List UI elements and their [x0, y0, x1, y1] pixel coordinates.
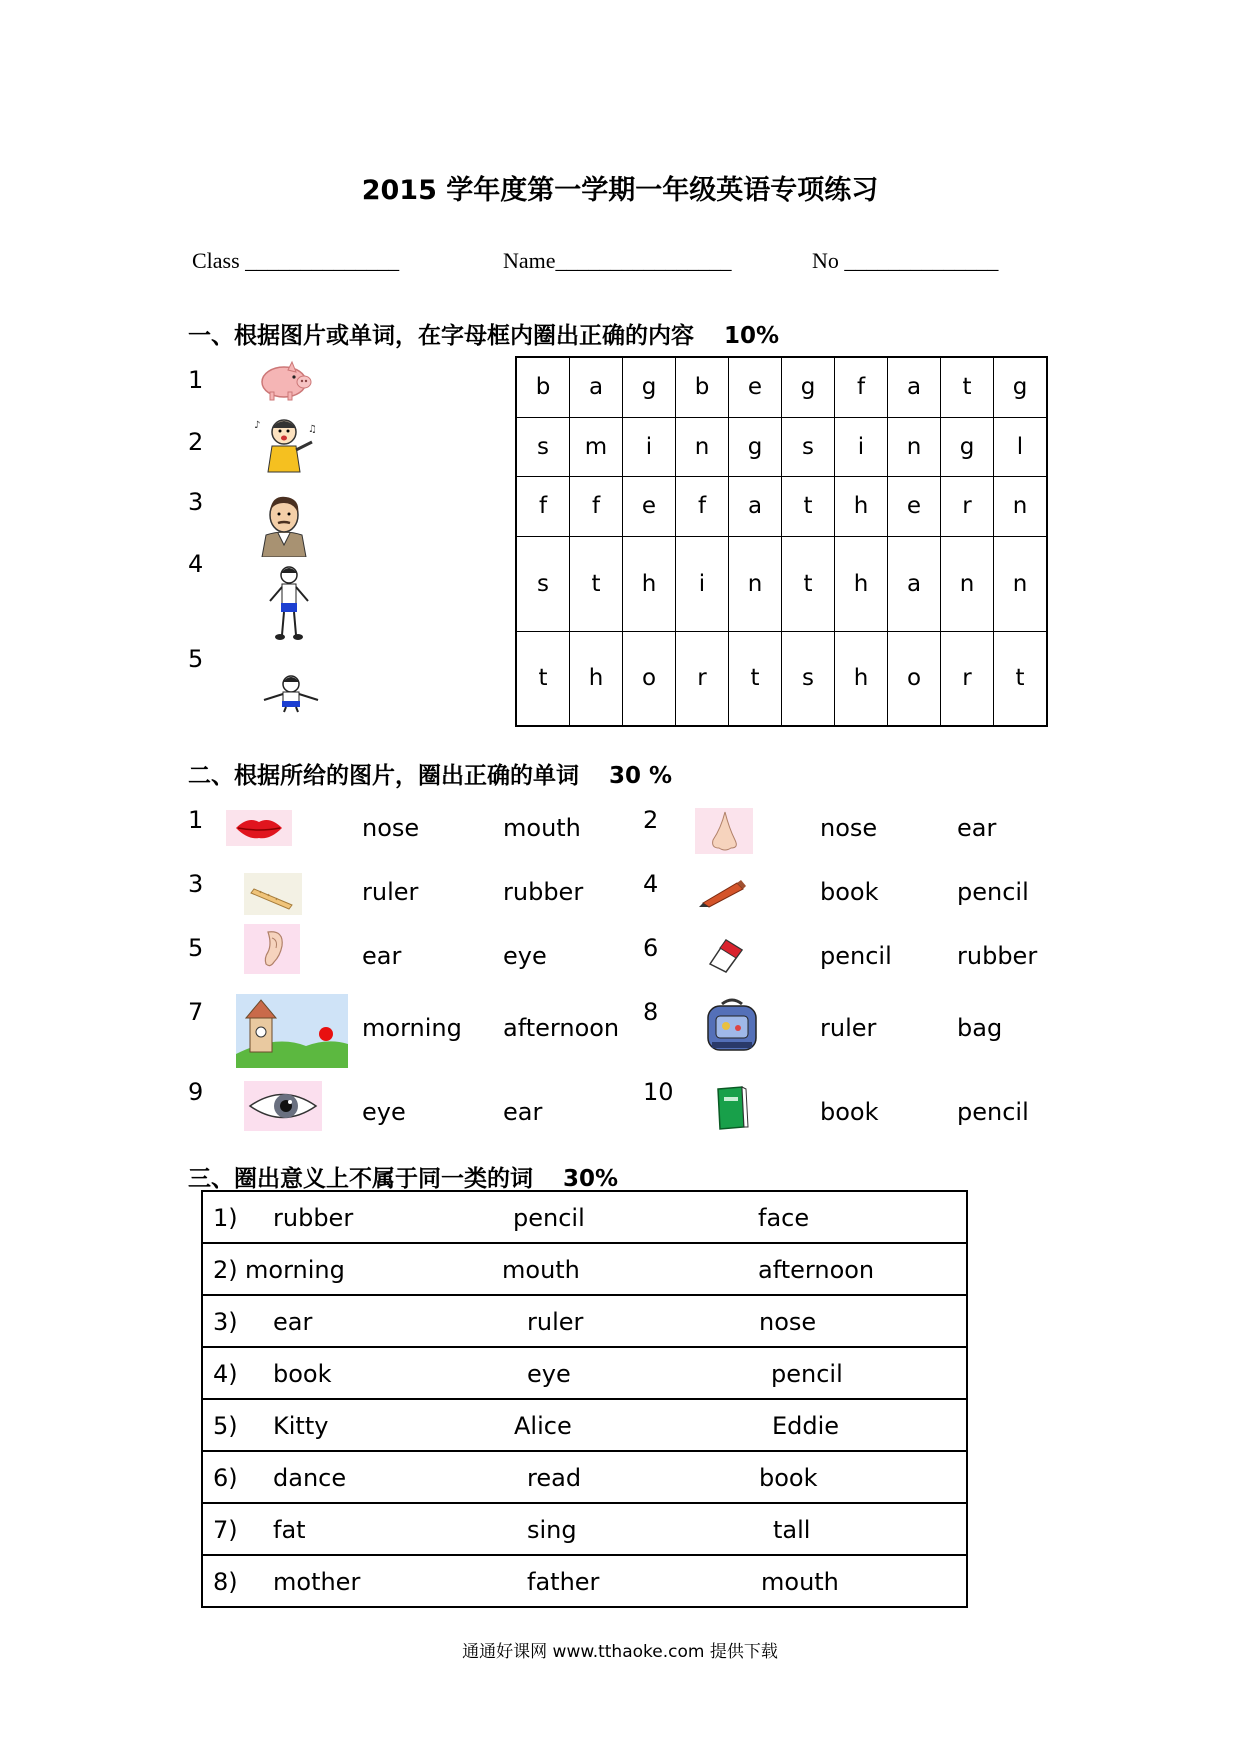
sec2-number: 6	[643, 934, 659, 962]
grid-cell[interactable]: h	[835, 631, 888, 726]
section2-title: 二、根据所给的图片，圈出正确的单词	[188, 763, 579, 789]
page-title: 2015 学年度第一学期一年级英语专项练习	[361, 175, 879, 206]
choice-word[interactable]: Eddie	[772, 1412, 840, 1440]
choice-word[interactable]: face	[758, 1204, 810, 1232]
choice-word[interactable]: read	[527, 1464, 582, 1492]
table-row	[203, 1296, 966, 1348]
choice-word[interactable]: ear	[957, 814, 997, 842]
choice-word[interactable]: ruler	[527, 1308, 584, 1336]
sec2-number: 4	[643, 870, 659, 898]
section3-percent: 30%	[563, 1166, 619, 1192]
section2-heading	[188, 757, 672, 790]
short-boy-icon	[258, 674, 324, 714]
choice-word[interactable]: rubber	[957, 942, 1038, 970]
sec1-number: 5	[188, 645, 204, 673]
ruler-icon	[244, 873, 302, 915]
man-father-icon	[258, 493, 310, 557]
grid-cell[interactable]: a	[570, 357, 623, 417]
choice-word[interactable]: father	[527, 1568, 600, 1596]
sec2-number: 1	[188, 806, 204, 834]
grid-cell[interactable]: f	[516, 476, 570, 536]
number-field-label: No ______________	[812, 248, 999, 273]
grid-cell[interactable]: n	[676, 417, 729, 476]
choice-word[interactable]: afternoon	[503, 1014, 620, 1042]
grid-cell[interactable]: t	[729, 631, 782, 726]
choice-word[interactable]: ruler	[820, 1014, 877, 1042]
sec2-number: 8	[643, 998, 659, 1026]
footer-credit: 通通好课网 www.tthaoke.com 提供下载	[462, 1642, 778, 1662]
grid-cell[interactable]: t	[782, 536, 835, 631]
grid-cell[interactable]: r	[941, 476, 994, 536]
table-row	[203, 1192, 966, 1244]
section1-percent: 10%	[724, 323, 780, 349]
choice-word[interactable]: mouth	[761, 1568, 839, 1596]
section3-title: 三、圈出意义上不属于同一类的词	[188, 1166, 533, 1192]
grid-cell[interactable]: n	[994, 536, 1048, 631]
rubber-eraser-icon	[706, 932, 746, 974]
choice-word[interactable]: afternoon	[758, 1256, 875, 1284]
tall-boy-icon	[266, 565, 312, 641]
pencil-icon	[697, 875, 749, 909]
name-field-label: Name________________	[503, 248, 732, 273]
choice-word[interactable]: eye	[362, 1098, 406, 1126]
section1-title: 一、根据图片或单词，在字母框内圈出正确的内容	[188, 323, 694, 349]
grid-cell[interactable]: s	[782, 417, 835, 476]
grid-cell[interactable]: t	[994, 631, 1048, 726]
grid-cell[interactable]: a	[729, 476, 782, 536]
grid-cell[interactable]: e	[888, 476, 941, 536]
mouth-lips-icon	[226, 810, 292, 846]
sec2-number: 10	[643, 1078, 674, 1106]
sec2-number: 2	[643, 806, 659, 834]
grid-cell[interactable]: i	[676, 536, 729, 631]
choice-word[interactable]: Kitty	[273, 1412, 329, 1440]
sec2-number: 7	[188, 998, 204, 1026]
grid-cell[interactable]: g	[941, 417, 994, 476]
choice-word[interactable]: pencil	[820, 942, 892, 970]
grid-row	[516, 536, 1047, 631]
choice-word[interactable]: rubber	[273, 1204, 354, 1232]
grid-cell[interactable]: t	[516, 631, 570, 726]
grid-cell[interactable]: f	[676, 476, 729, 536]
grid-cell[interactable]: h	[623, 536, 676, 631]
grid-cell[interactable]: e	[729, 357, 782, 417]
sec2-number: 5	[188, 934, 204, 962]
table-row	[203, 1504, 966, 1556]
row-number: 6)	[213, 1464, 238, 1492]
choice-word[interactable]: book	[820, 878, 879, 906]
row-number: 5)	[213, 1412, 238, 1440]
grid-cell[interactable]: o	[623, 631, 676, 726]
sec1-number: 4	[188, 550, 204, 578]
choice-word[interactable]: tall	[773, 1516, 811, 1544]
choice-word[interactable]: book	[820, 1098, 879, 1126]
choice-word[interactable]: rubber	[503, 878, 584, 906]
eye-icon	[244, 1081, 322, 1131]
class-field-label: Class ______________	[192, 248, 400, 273]
choice-word[interactable]: nose	[820, 814, 878, 842]
choice-word[interactable]: Alice	[514, 1412, 572, 1440]
choice-word[interactable]: ear	[503, 1098, 543, 1126]
choice-word[interactable]: nose	[362, 814, 420, 842]
grid-cell[interactable]: a	[888, 536, 941, 631]
sec2-number: 3	[188, 870, 204, 898]
choice-word[interactable]: mouth	[503, 814, 581, 842]
grid-cell[interactable]: g	[623, 357, 676, 417]
table-row	[203, 1348, 966, 1400]
row-number: 2)	[213, 1256, 238, 1284]
grid-cell[interactable]: a	[888, 357, 941, 417]
choice-word[interactable]: pencil	[957, 878, 1029, 906]
morning-sunrise-icon	[236, 994, 348, 1068]
grid-cell[interactable]: s	[782, 631, 835, 726]
row-number: 4)	[213, 1360, 238, 1388]
grid-cell[interactable]: g	[994, 357, 1048, 417]
sec1-number: 1	[188, 366, 204, 394]
choice-word[interactable]: book	[759, 1464, 818, 1492]
odd-one-out-table	[201, 1190, 968, 1608]
grid-cell[interactable]: i	[623, 417, 676, 476]
grid-cell[interactable]: e	[623, 476, 676, 536]
grid-cell[interactable]: g	[729, 417, 782, 476]
table-row	[203, 1244, 966, 1296]
choice-word[interactable]: sing	[527, 1516, 577, 1544]
grid-cell[interactable]: h	[835, 536, 888, 631]
sec1-number: 3	[188, 488, 204, 516]
grid-cell[interactable]: l	[994, 417, 1048, 476]
grid-cell[interactable]: n	[729, 536, 782, 631]
section2-percent: 30 %	[609, 763, 673, 789]
grid-cell[interactable]: s	[516, 536, 570, 631]
sec2-number: 9	[188, 1078, 204, 1106]
grid-cell[interactable]: r	[941, 631, 994, 726]
choice-word[interactable]: morning	[245, 1256, 345, 1284]
table-row	[203, 1556, 966, 1606]
choice-word[interactable]: fat	[273, 1516, 306, 1544]
grid-cell[interactable]: b	[516, 357, 570, 417]
choice-word[interactable]: eye	[527, 1360, 571, 1388]
svg-text:♫: ♫	[308, 424, 317, 435]
grid-cell[interactable]: i	[835, 417, 888, 476]
grid-row	[516, 476, 1047, 536]
choice-word[interactable]: pencil	[513, 1204, 585, 1232]
table-row	[203, 1452, 966, 1504]
choice-word[interactable]: dance	[273, 1464, 347, 1492]
choice-word[interactable]: pencil	[771, 1360, 843, 1388]
grid-cell[interactable]: n	[994, 476, 1048, 536]
grid-cell[interactable]: t	[941, 357, 994, 417]
grid-cell[interactable]: h	[835, 476, 888, 536]
choice-word[interactable]: bag	[957, 1014, 1003, 1042]
section1-heading	[188, 317, 779, 350]
row-number: 1)	[213, 1204, 238, 1232]
grid-cell[interactable]: f	[570, 476, 623, 536]
grid-cell[interactable]: g	[782, 357, 835, 417]
grid-cell[interactable]: o	[888, 631, 941, 726]
pig-icon	[258, 358, 314, 402]
choice-word[interactable]: nose	[759, 1308, 817, 1336]
grid-cell[interactable]: t	[782, 476, 835, 536]
choice-word[interactable]: pencil	[957, 1098, 1029, 1126]
grid-cell[interactable]: h	[570, 631, 623, 726]
choice-word[interactable]: book	[273, 1360, 332, 1388]
table-row	[203, 1400, 966, 1452]
choice-word[interactable]: eye	[503, 942, 547, 970]
letter-grid	[515, 356, 1048, 727]
choice-word[interactable]: mother	[273, 1568, 361, 1596]
grid-cell[interactable]: n	[888, 417, 941, 476]
choice-word[interactable]: ear	[273, 1308, 313, 1336]
nose-icon	[695, 808, 753, 854]
book-icon	[712, 1085, 750, 1131]
grid-row	[516, 357, 1047, 417]
grid-cell[interactable]: f	[835, 357, 888, 417]
grid-cell[interactable]: t	[570, 536, 623, 631]
choice-word[interactable]: ear	[362, 942, 402, 970]
row-number: 7)	[213, 1516, 238, 1544]
grid-cell[interactable]: n	[941, 536, 994, 631]
girl-singing-icon	[250, 414, 322, 478]
section3-heading	[188, 1160, 618, 1193]
choice-word[interactable]: ruler	[362, 878, 419, 906]
choice-word[interactable]: morning	[362, 1014, 462, 1042]
grid-cell[interactable]: r	[676, 631, 729, 726]
row-number: 8)	[213, 1568, 238, 1596]
ear-icon	[244, 924, 300, 974]
sec1-number: 2	[188, 428, 204, 456]
grid-cell[interactable]: m	[570, 417, 623, 476]
grid-row	[516, 417, 1047, 476]
choice-word[interactable]: mouth	[502, 1256, 580, 1284]
grid-row	[516, 631, 1047, 726]
svg-text:♪: ♪	[254, 420, 261, 431]
grid-cell[interactable]: b	[676, 357, 729, 417]
row-number: 3)	[213, 1308, 238, 1336]
grid-cell[interactable]: s	[516, 417, 570, 476]
school-bag-icon	[700, 998, 764, 1054]
